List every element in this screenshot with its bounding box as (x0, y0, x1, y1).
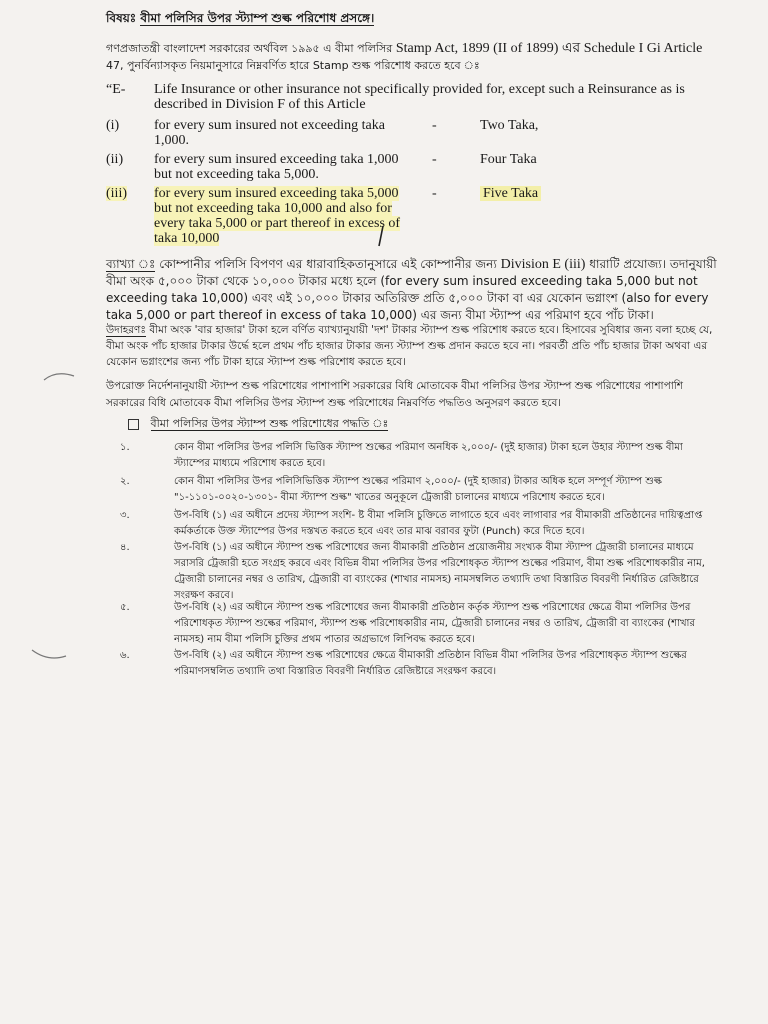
rate-description: for every sum insured not exceeding taka 1,000. (154, 118, 385, 148)
pen-tick-mark (374, 224, 388, 248)
method-text: উপ-বিধি (২) এর অধীনে স্ট্যাম্প শুল্ক পরিশোধের ক্ষেত্রে বীমাকারী প্রতিষ্ঠান বিভিন্ন বীমা পলিসির উপর পরিশোধকৃত স্ট্যাম্প শুল্কের পরিমাণসম্বলিত তথ্যাদি তথা বিস্তারিত বিবরণী নির্ধারিত রেজিষ্টারে সংরক্ষণ করবে। (174, 650, 687, 677)
rate-description: for every sum insured exceeding taka 1,000 but not exceeding taka 5,000. (154, 152, 399, 182)
example-paragraph (106, 322, 718, 370)
example-text: বীমা অংক 'বার হাজার' টাকা হলে বর্ণিত ব্যাখ্যানুযায়ী 'দশ' টাকার স্ট্যাম্প শুল্ক পরিশোধ করতে হবে। হিসাবের সুবিধার জন্য বলা হচ্ছে যে, বীমা অংক পাঁচ হাজার টাকার উর্দ্ধে হলে প্রথম পাঁচ হাজার টাকার জন্য স্ট্যাম্প শুল্ক প্রদান করতে হবে না। পরবর্তী প্রতি পাঁচ হাজার টাকা অথবা এর যেকোন ভগ্নাংশের জন্য পাঁচ টাকা হারে স্ট্যাম্প শুল্ক পরিশোধ করতে হবে। (106, 324, 713, 368)
rate-dash: - (432, 186, 437, 201)
method-number: ৪. (120, 542, 130, 553)
instruction-paragraph: উপরোক্ত নির্দেশনানুযায়ী স্ট্যাম্প শুল্ক পরিশোধের পাশাপাশি সরকারের বিধি মোতাবেক বীমা পলিসির উপর স্ট্যাম্প শুল্ক পরিশোধের পাশাপাশি সরকারের বিধি মোতাবেক বীমা পলিসির উপর স্ট্যাম্প শুল্ক পরিশোধের নিম্নবর্ণিত পদ্ধতিও অনুসরণ করতে হবে। (106, 380, 683, 409)
explanation-part1: কোম্পানীর পলিসি বিপণণ এর ধারাবাহিকতানুসারে এই কোম্পানীর জন্য (159, 257, 497, 271)
explanation-division: Division E (iii) (500, 257, 586, 272)
method-number: ২. (120, 476, 130, 487)
method-text: কোন বীমা পলিসির উপর পলিসিভিত্তিক স্ট্যাম্প শুল্কের পরিমাণ ২,০০০/- (দুই হাজার) টাকার অধিক হলে সম্পূর্ণ স্ট্যাম্প শুল্ক "১-১১০১-০০২০-১৩০১- বীমা স্ট্যাম্প শুল্ক" খাতের অনুকূলে ট্রেজারী চালানের মাধ্যমে পরিশোধ করতে হবে। (174, 476, 662, 503)
rate-number: (iii) (106, 186, 127, 201)
method-text: উপ-বিধি (১) এর অধীনে প্রদেয় স্ট্যাম্প সংশি- ষ্ট বীমা পলিসি চুক্তিতে লাগাতে হবে এবং লাগাবার পর বীমাকারী প্রতিষ্ঠানের দায়িত্বপ্রাপ্ত কর্মকর্তাকে উক্ত স্ট্যাম্পের উপর দস্তখত করতে হবে এবং তার মাঝ বরাবর ফুটা (Punch) করে দিতে হবে। (174, 510, 703, 537)
punch-hole-mark (28, 640, 72, 666)
method-number: ৩. (120, 510, 130, 521)
intro-paragraph (106, 40, 726, 74)
rate-amount: Five Taka (480, 186, 541, 201)
rate-dash: - (432, 152, 437, 167)
rate-number: (ii) (106, 152, 124, 167)
method-heading-text: বীমা পলিসির উপর স্ট্যাম্প শুল্ক পরিশোধের পদ্ধতি ঃ (150, 417, 389, 430)
subject-label: বিষয়ঃ (106, 11, 137, 25)
schedule-quote (106, 82, 721, 114)
quote-text: Life Insurance or other insurance not specifically provided for, except such a Reinsurance as is described in Division F of this Article (154, 82, 685, 112)
subject-text: বীমা পলিসির উপর স্ট্যাম্প শুল্ক পরিশোধ প্রসঙ্গে। (140, 11, 375, 25)
method-text: উপ-বিধি (২) এর অধীনে স্ট্যাম্প শুল্ক পরিশোধের জন্য বীমাকারী প্রতিষ্ঠান কর্তৃক স্ট্যাম্প শুল্ক পরিশোধের ক্ষেত্রে বীমা পলিসির উপর পরিশোধকৃত স্ট্যাম্প শুল্কের পরিমাণ, স্ট্যাম্প শুল্ক পরিশোধকারীর নাম, ট্রেজারী চালানের নম্বর ও তারিখ, ট্রেজারী বা ব্যাংকের (শাখার নামসহ) নাম বীমা পলিসি চুক্তির প্রথম পাতার অগ্রভাগে লিপিবদ্ধ করতে হবে। (174, 602, 695, 645)
explanation-part2: ধারাটি প্রযোজ্য। তদানুযায়ী বীমা অংক ৫,০০০ টাকা থেকে ১০,০০০ টাকার মধ্যে হলে (for every sum insured exceeding taka 5,000 but not exceeding taka 10,000) এবং এই ১০,০০০ টাকার অতিরিক্ত প্রতি ৫,০০০ টাকা বা এর যেকোন ভগ্নাংশ (also for every taka 5,000 or part thereof in excess of taka 10,000) এর জন্য বীমা স্ট্যাম্প এর পরিমাণ হবে পাঁচ টাকা। (106, 257, 717, 322)
explanation-label: ব্যাখ্যা ঃ (106, 257, 156, 271)
quote-mark: “E- (106, 82, 126, 97)
rate-amount: Four Taka (480, 152, 537, 167)
method-text: উপ-বিধি (১) এর অধীনে স্ট্যাম্প শুল্ক পরিশোধের জন্য বীমাকারী প্রতিষ্ঠান প্রয়োজনীয় সংখ্যক বীমা স্ট্যাম্প ট্রেজারী চালানের মাধ্যমে সরাসরি ট্রেজারী হতে সংগ্রহ করবে এবং বিভিন্ন বীমা পলিসির উপর পরিশোধকৃত স্ট্যাম্প শুল্কের পরিমাণ, বীমা শুল্ক পরিশোধকারীর নাম, ট্রেজারী চালানের নম্বর ও তারিখ, ট্রেজারী বা ব্যাংকের (শাখার নামসহ) নামসম্বলিত তথ্যাদি তথা বিস্তারিত বিবরণী নির্ধারিত রেজিষ্টারে সংরক্ষণ করবে। (174, 542, 705, 601)
rate-amount: Two Taka, (480, 118, 539, 133)
checkbox-icon (128, 419, 139, 430)
method-heading (128, 415, 388, 434)
method-number: ৬. (120, 650, 130, 661)
rate-description (154, 186, 404, 246)
method-number: ১. (120, 442, 130, 453)
example-label: উদাহরণঃ (106, 324, 146, 336)
method-text: কোন বীমা পলিসির উপর পলিসি ভিত্তিক স্ট্যাম্প শুল্কের পরিমাণ অনধিক ২,০০০/- (দুই হাজার) টাকা হলে উহার স্ট্যাম্প শুল্ক বীমা স্ট্যাম্পের মাধ্যমে পরিশোধ করতে হবে। (174, 442, 683, 469)
intro-part1: গণপ্রজাতন্ত্রী বাংলাদেশ সরকারের অর্থবিল ১৯৯৫ এ বীমা পলিসির (106, 42, 393, 55)
intro-part2: 47, পুনর্বিন্যাসকৃত নিয়মানুসারে নিম্নবর্ণিত হারে Stamp শুল্ক পরিশোধ করতে হবে ঃ (106, 59, 480, 72)
intro-act: Stamp Act, 1899 (II of 1899) এর Schedule I Gi Article (395, 41, 703, 56)
rate-number: (i) (106, 118, 120, 133)
rate-description-text: for every sum insured exceeding taka 5,000 but not exceeding taka 10,000 and also for every taka 5,000 or part thereof in excess of taka 10,000 (154, 186, 401, 246)
rate-dash: - (432, 118, 437, 133)
punch-hole-mark (40, 366, 80, 390)
explanation-paragraph (106, 256, 718, 324)
method-number: ৫. (120, 602, 130, 613)
subject-line (106, 10, 374, 30)
